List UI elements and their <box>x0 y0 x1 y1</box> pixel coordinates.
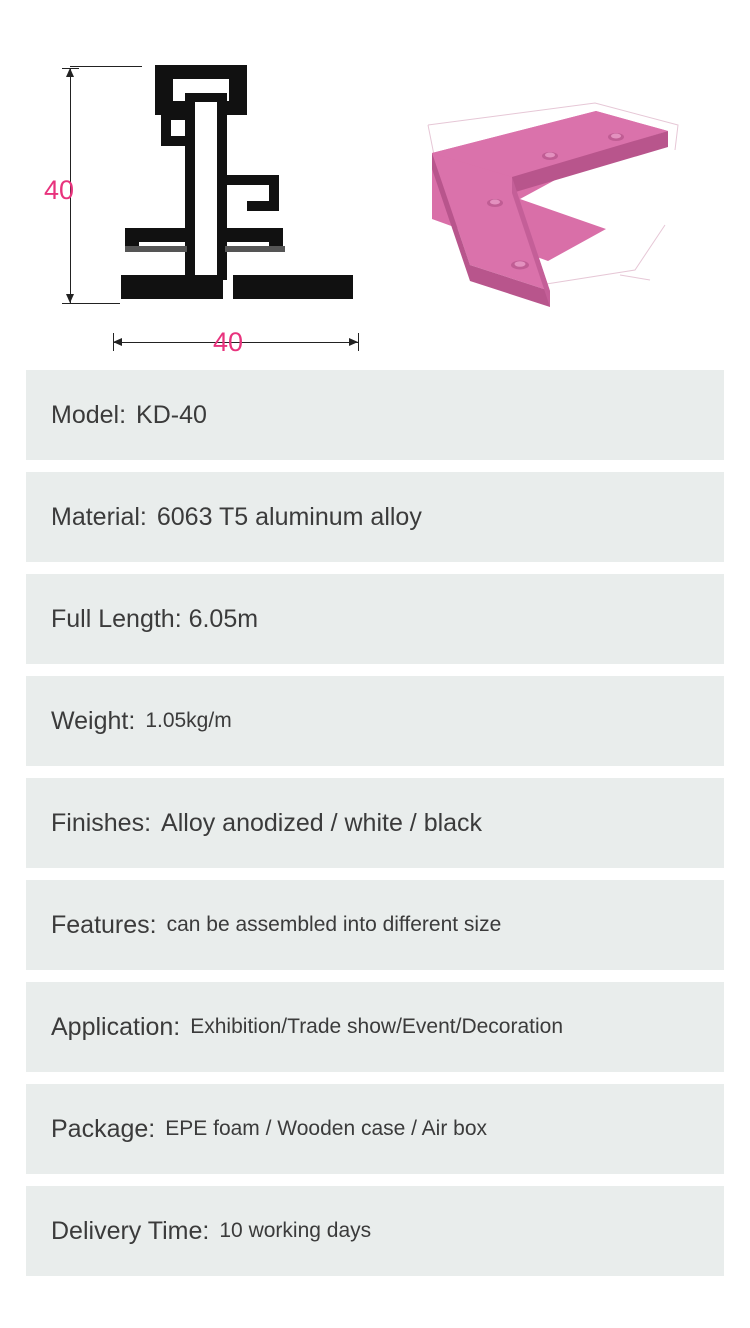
spec-key-weight: Weight: <box>51 706 136 735</box>
vertical-arrow-bottom <box>66 294 74 303</box>
spec-value-application: Exhibition/Trade show/Event/Decoration <box>190 1015 563 1038</box>
spec-value-weight: 1.05kg/m <box>145 709 232 732</box>
spec-value-delivery-time: 10 working days <box>219 1219 372 1242</box>
spec-row-features <box>26 880 724 970</box>
width-dimension-label: 40 <box>213 327 244 357</box>
spec-value-model: KD-40 <box>136 400 207 429</box>
spec-row-application <box>26 982 724 1072</box>
spec-row-full-length <box>26 574 724 664</box>
product-diagram <box>0 0 750 370</box>
vertical-arrow-top <box>66 68 74 77</box>
spec-row-material <box>26 472 724 562</box>
spec-key-features: Features: <box>51 910 157 939</box>
horizontal-arrow-left <box>113 338 122 346</box>
pink-corner-bracket-icon <box>420 95 700 315</box>
horizontal-arrow-right <box>349 338 358 346</box>
vertical-tick-bottom <box>62 303 79 304</box>
spec-row-delivery-time <box>26 1186 724 1276</box>
height-dimension-label: 40 <box>44 175 75 205</box>
horizontal-tick-right <box>358 333 359 351</box>
spec-key-material: Material: <box>51 502 147 531</box>
spec-key-finishes: Finishes: <box>51 808 152 837</box>
spec-row-model <box>26 370 724 460</box>
spec-key-application: Application: <box>51 1012 181 1041</box>
spec-value-package: EPE foam / Wooden case / Air box <box>165 1117 488 1140</box>
spec-key-model: Model: <box>51 400 127 429</box>
spec-row-finishes <box>26 778 724 868</box>
spec-value-material: 6063 T5 aluminum alloy <box>156 502 422 531</box>
spec-key-delivery-time: Delivery Time: <box>51 1216 210 1245</box>
aluminum-extrusion-cross-section-icon <box>113 60 363 310</box>
spec-row-weight <box>26 676 724 766</box>
spec-value-features: can be assembled into different size <box>166 913 502 936</box>
spec-key-full-length: Full Length: 6.05m <box>51 604 259 633</box>
spec-row-package <box>26 1084 724 1174</box>
specification-list <box>0 370 750 1288</box>
spec-key-package: Package: <box>51 1114 156 1143</box>
spec-value-finishes: Alloy anodized / white / black <box>161 808 483 837</box>
